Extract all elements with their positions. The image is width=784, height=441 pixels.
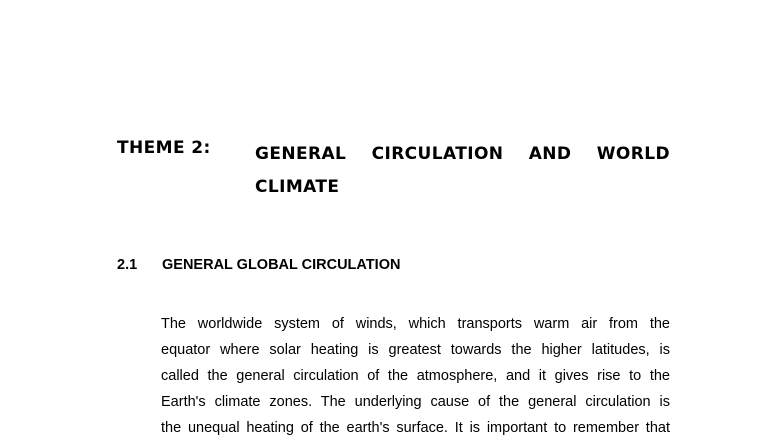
theme-label: THEME 2: [117,138,211,158]
body-paragraph [161,311,670,441]
paragraph-line: the unequal heating of the earth's surface. It is important to remember that [161,420,670,436]
theme-title-line-2: CLIMATE [255,177,340,197]
theme-title-line-1: GENERAL CIRCULATION AND WORLD [255,144,670,164]
theme-title [255,138,670,204]
paragraph-line: equator where solar heating is greatest towards the higher latitudes, is [161,342,670,358]
section-number: 2.1 [117,257,138,273]
paragraph-line: Earth's climate zones. The underlying cause of the general circulation is [161,394,670,410]
paragraph-line: called the general circulation of the atmosphere, and it gives rise to the [161,368,670,384]
section-title: GENERAL GLOBAL CIRCULATION [162,257,401,273]
paragraph-line: The worldwide system of winds, which transports warm air from the [161,316,670,332]
